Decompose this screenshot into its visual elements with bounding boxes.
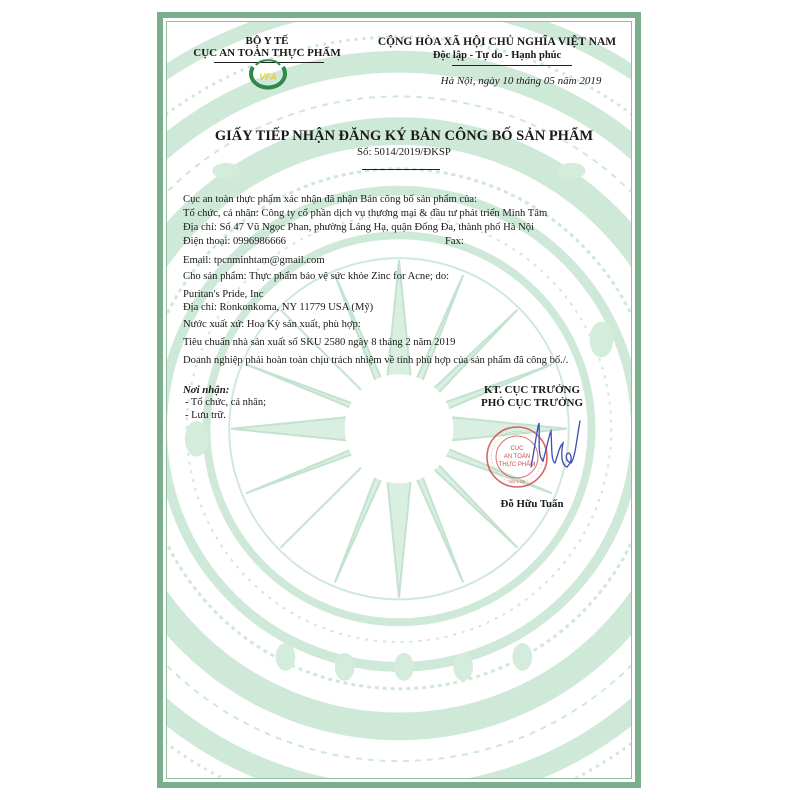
address-text: Địa chỉ: Số 47 Vũ Ngọc Phan, phường Láng Hạ, quận Đống Đa, thành phố Hà Nội xyxy=(183,222,534,233)
document-number: Số: 5014/2019/ĐKSP xyxy=(357,146,451,158)
document-page xyxy=(157,12,641,788)
agency-name: CỤC AN TOÀN THỰC PHẨM xyxy=(193,47,341,59)
title-underline xyxy=(362,169,440,170)
handwritten-signature-icon xyxy=(525,417,585,479)
stamp-ring-bottom: BỘ Y TẾ xyxy=(509,479,525,484)
email-text: Email: tpcnminhtam@gmail.com xyxy=(183,255,325,266)
header-right-underline xyxy=(452,65,572,66)
manufacturer-text: Puritan's Pride, Inc xyxy=(183,289,264,300)
stamp-line-1: CỤC xyxy=(510,446,524,452)
responsibility-text: Doanh nghiệp phải hoàn toàn chịu trách nhiệm về tính phù hợp của sản phẩm đã công bố./. xyxy=(183,355,569,366)
intro-text: Cục an toàn thực phẩm xác nhận đã nhận Bản công bố sản phẩm của: xyxy=(183,194,478,205)
product-text: Cho sản phẩm: Thực phẩm bảo vệ sức khỏe Zinc for Acne; do: xyxy=(183,271,450,282)
recipient-item: - Lưu trữ. xyxy=(185,410,226,421)
organization-text: Tổ chức, cá nhân: Công ty cổ phần dịch vụ thương mại & đầu tư phát triển Minh Tâm xyxy=(183,208,548,219)
document-title: GIẤY TIẾP NHẬN ĐĂNG KÝ BẢN CÔNG BỐ SẢN PHẨM xyxy=(214,128,594,144)
manufacturer-address-text: Địa chỉ: Ronkonkoma, NY 11779 USA (Mỹ) xyxy=(183,302,374,313)
ministry-name: BỘ Y TẾ xyxy=(245,35,289,47)
nation-name: CỘNG HÒA XÃ HỘI CHỦ NGHĨA VIỆT NAM xyxy=(377,36,617,48)
standard-text: Tiêu chuẩn nhà sản xuất số SKU 2580 ngày 8 tháng 2 năm 2019 xyxy=(183,337,456,348)
signer-name: Đỗ Hữu Tuấn xyxy=(500,498,564,510)
fax-text: Fax: xyxy=(445,236,464,247)
stamp-line-2: AN TOÀN xyxy=(503,454,531,460)
recipient-item: - Tổ chức, cá nhân; xyxy=(185,397,267,408)
origin-text: Nước xuất xứ: Hoa Kỳ sản xuất, phù hợp: xyxy=(183,319,361,330)
svg-text:VFA: VFA xyxy=(259,72,277,82)
signer-role-line2: PHÓ CỤC TRƯỞNG xyxy=(480,397,584,409)
stamp-line-3: THỰC PHẨM xyxy=(498,462,536,468)
vfa-logo-icon xyxy=(247,59,289,93)
phone-text: Điện thoại: 0996986666 xyxy=(183,236,286,247)
recipients-label: Nơi nhận: xyxy=(183,384,230,396)
national-motto: Độc lập - Tự do - Hạnh phúc xyxy=(432,50,562,61)
document-inner-frame xyxy=(166,21,632,779)
signer-role-line1: KT. CỤC TRƯỞNG xyxy=(483,384,581,396)
place-date: Hà Nội, ngày 10 tháng 05 năm 2019 xyxy=(440,75,602,87)
